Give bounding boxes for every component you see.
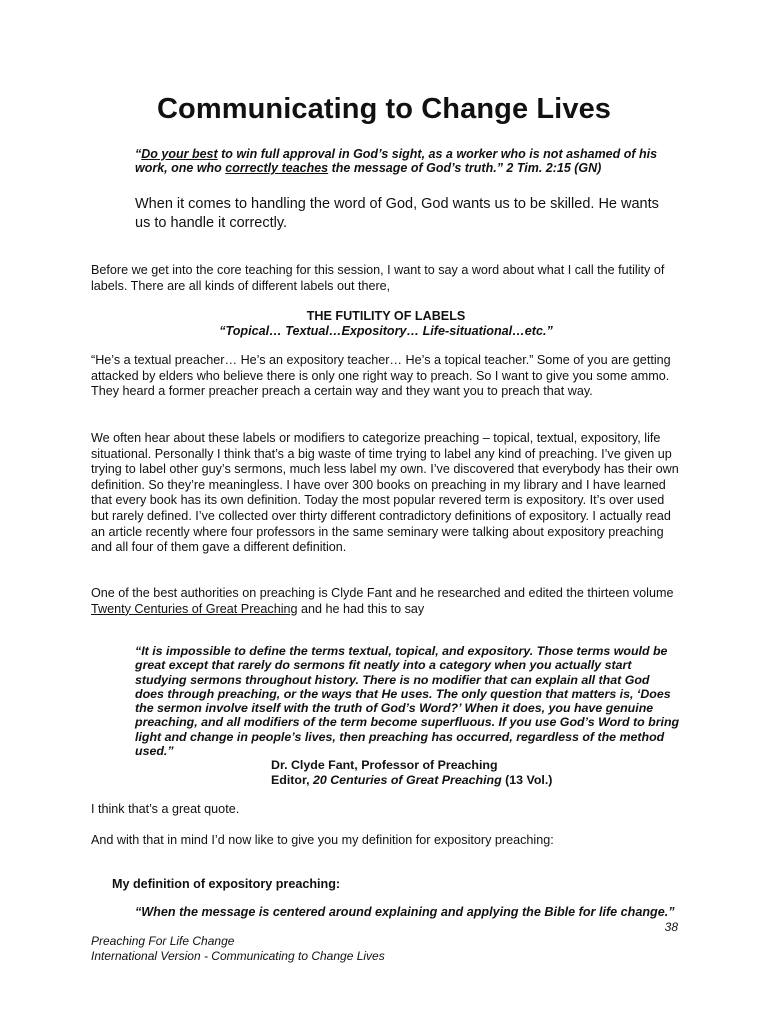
- attribution-suffix: (13 Vol.): [501, 773, 553, 787]
- verse-text-1: to win full approval in God’s sight, as a worker who is not ashamed of his work, one who: [135, 147, 658, 175]
- paragraph-definition-intro: And with that in mind I’d now like to give you my definition for expository preaching:: [91, 833, 554, 847]
- definition-text: “When the message is centered around explaining and applying the Bible for life change.”: [135, 905, 675, 919]
- page-title: Communicating to Change Lives: [156, 93, 612, 125]
- attribution-book: 20 Centuries of Great Preaching: [313, 773, 502, 787]
- attribution-prefix: Editor,: [271, 773, 313, 787]
- labels-heading: THE FUTILITY OF LABELS: [306, 309, 466, 323]
- footer-line-2: International Version - Communicating to Change Lives: [91, 949, 385, 963]
- book-title: Twenty Centuries of Great Preaching: [91, 601, 298, 616]
- paragraph-text-end: and he had this to say: [297, 601, 425, 616]
- verse-open: “: [135, 147, 142, 161]
- paragraph-text: One of the best authorities on preaching is Clyde Fant and he researched and edited the thirteen volume: [91, 586, 674, 600]
- verse-text-2: the message of God’s truth.” 2 Tim. 2:15 (GN): [328, 161, 602, 175]
- labels-subheading: “Topical… Textual…Expository… Life-situational…etc.”: [219, 324, 553, 338]
- verse-underlined-1: Do your best: [141, 147, 218, 161]
- footer-line-1: Preaching For Life Change: [91, 934, 235, 948]
- paragraph-intro: Before we get into the core teaching for this session, I want to say a word about what I call the futility of labels. There are all kinds of different labels out there,: [91, 263, 665, 293]
- page-number: 38: [664, 920, 678, 934]
- scripture-quote: [135, 147, 680, 175]
- block-quote: “It is impossible to define the terms textual, topical, and expository. Those terms would be great except that rarely do sermons fit neatly into a category when you actually start studying sermons throughout history. There is no modifier that can explain all that God does through preaching, or the ways that He uses. The only question that matters is, ‘Does the sermon involve itself with the truth of God’s Word?’ When it does, you have genuine preaching, and all modifiers of the term become superfluous. If you use God’s Word to bring light and change in people’s lives, then preaching has occurred, regardless of the method used.”: [135, 644, 680, 759]
- paragraph-labels: “He’s a textual preacher… He’s an expository teacher… He’s a topical teacher.” Some of you are getting attacked by elders who believe there is only one right way to preach. So I want to give you some ammo. They heard a former preacher preach a certain way and they want you to preach that way.: [91, 353, 671, 399]
- paragraph-great-quote: I think that’s a great quote.: [91, 802, 240, 816]
- definition-heading: My definition of expository preaching:: [112, 877, 341, 891]
- paragraph-clyde-fant: [91, 586, 681, 617]
- attribution-line-2: [271, 773, 671, 788]
- verse-underlined-2: correctly teaches: [225, 161, 329, 175]
- attribution-line-1: Dr. Clyde Fant, Professor of Preaching: [271, 758, 498, 772]
- paragraph-definitions: We often hear about these labels or modifiers to categorize preaching – topical, textual, expository, life situational. Personally I think that’s a big waste of time trying to label any kind of preaching. I’ve given up trying to label other guy’s sermons, much less label my own. I’ve discovered that everybody has their own definition. So they’re meaningless. I have over 300 books on preaching in my library and I have learned that every book has its own definition. Today the most popular revered term is expository. It’s over used but rarely defined. I’ve collected over thirty different contradictory definitions of expository. I actually read an article recently where four professors in the same seminary were talking about expository preaching and all four of them gave a different definition.: [91, 431, 679, 555]
- lead-paragraph: When it comes to handling the word of God, God wants us to be skilled. He wants us to handle it correctly.: [135, 196, 659, 231]
